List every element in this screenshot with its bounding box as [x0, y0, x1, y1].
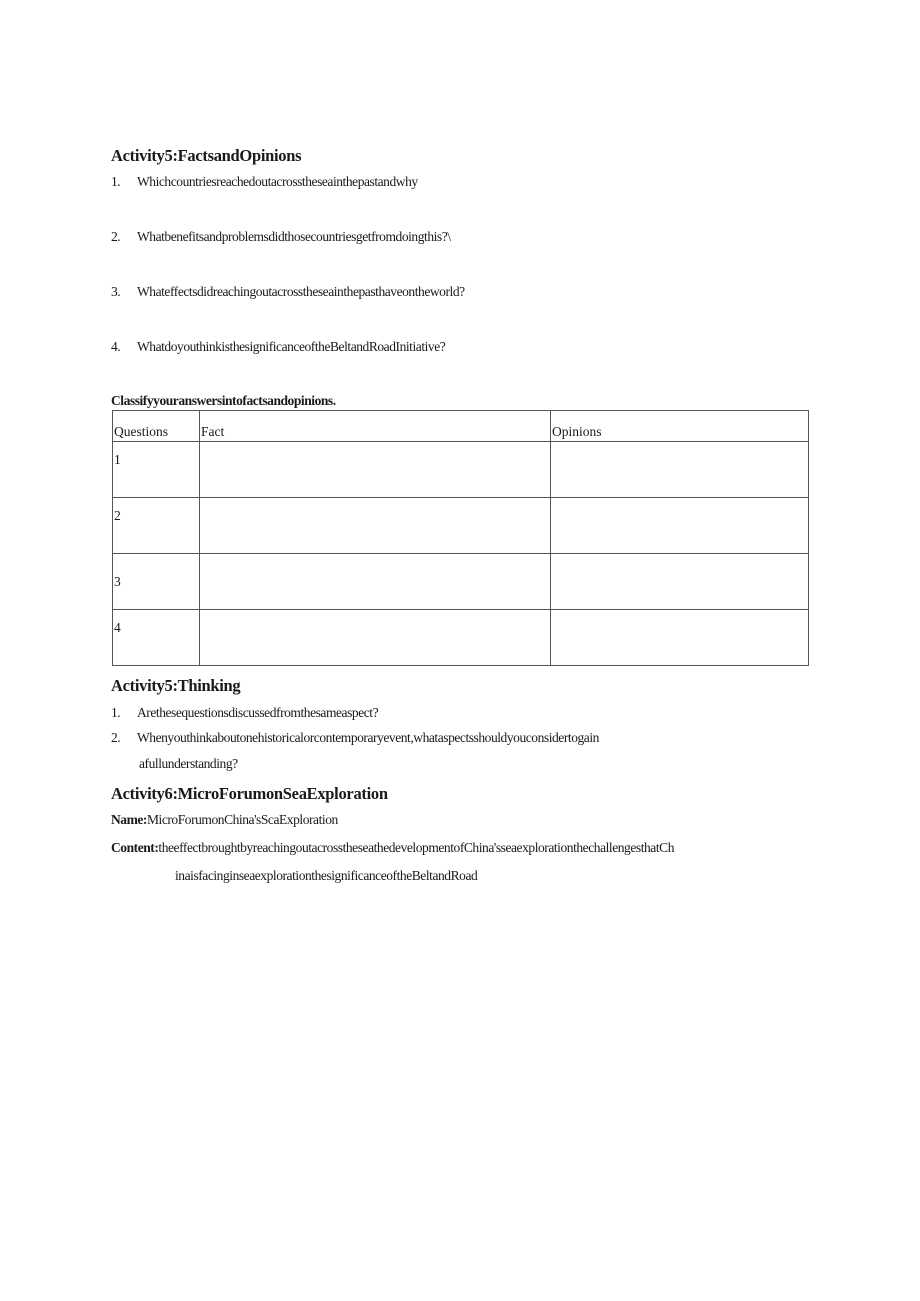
question-text: Whichcountriesreachedoutacrosstheseainthepastandwhy	[137, 174, 418, 189]
fact-cell[interactable]	[200, 498, 551, 554]
question-number: 2.	[111, 229, 121, 244]
question-number: 1.	[111, 705, 121, 720]
question-cell: 4	[113, 610, 200, 666]
table-row	[113, 498, 809, 554]
facts-question-3	[111, 284, 465, 300]
facts-question-1	[111, 174, 418, 190]
table-row	[113, 554, 809, 610]
content-label: Content:	[111, 840, 159, 855]
table-row	[113, 610, 809, 666]
question-text: Whenyouthinkaboutonehistoricalorcontemporaryevent,whataspectsshouldyouconsidertogain	[137, 730, 599, 745]
table-header-row	[113, 411, 809, 442]
question-number: 2.	[111, 730, 121, 745]
facts-question-4	[111, 339, 445, 355]
question-cell: 1	[113, 442, 200, 498]
opinion-cell[interactable]	[551, 610, 809, 666]
activity6-heading: Activity6:MicroForumonSeaExploration	[111, 784, 388, 803]
forum-name-line	[111, 812, 338, 828]
fact-cell[interactable]	[200, 610, 551, 666]
question-text: WhatdoyouthinkisthesignificanceoftheBeltandRoadInitiative?	[137, 339, 446, 354]
content-value: theeffectbroughtbyreachingoutacrosstheseathedevelopmentofChina'sseaexplorationthechallengesthatCh	[158, 840, 674, 855]
table-row	[113, 442, 809, 498]
column-header-fact: Fact	[200, 411, 551, 442]
fact-cell[interactable]	[200, 554, 551, 610]
column-header-opinions: Opinions	[551, 411, 809, 442]
activity5-facts-heading: Activity5:FactsandOpinions	[111, 146, 302, 165]
opinion-cell[interactable]	[551, 442, 809, 498]
thinking-question-2	[111, 730, 599, 746]
thinking-question-1	[111, 705, 378, 721]
opinion-cell[interactable]	[551, 498, 809, 554]
forum-content-line	[111, 840, 674, 856]
facts-opinions-table	[112, 410, 809, 666]
name-value: MicroForumonChina'sScaExploration	[146, 812, 338, 827]
question-text: Whatbenefitsandproblemsdidthosecountriesgetfromdoingthis?\	[137, 229, 451, 244]
question-number: 3.	[111, 284, 121, 299]
question-number: 1.	[111, 174, 121, 189]
forum-content-continuation: inaisfacinginseaexplorationthesignificanceoftheBeltandRoad	[175, 868, 478, 883]
question-text: Arethesequestionsdiscussedfromthesameaspect?	[137, 705, 379, 720]
name-label: Name:	[111, 812, 147, 827]
activity5-thinking-heading: Activity5:Thinking	[111, 676, 241, 695]
opinion-cell[interactable]	[551, 554, 809, 610]
facts-question-2	[111, 229, 451, 245]
question-text: Whateffectsdidreachingoutacrosstheseainthepasthaveontheworld?	[137, 284, 465, 299]
question-number: 4.	[111, 339, 121, 354]
column-header-questions: Questions	[113, 411, 200, 442]
fact-cell[interactable]	[200, 442, 551, 498]
thinking-question-2-continuation: afullunderstanding?	[139, 756, 238, 771]
question-cell: 2	[113, 498, 200, 554]
question-cell: 3	[113, 554, 200, 610]
classify-instruction: Classifyyouranswersintofactsandopinions.	[111, 393, 336, 408]
